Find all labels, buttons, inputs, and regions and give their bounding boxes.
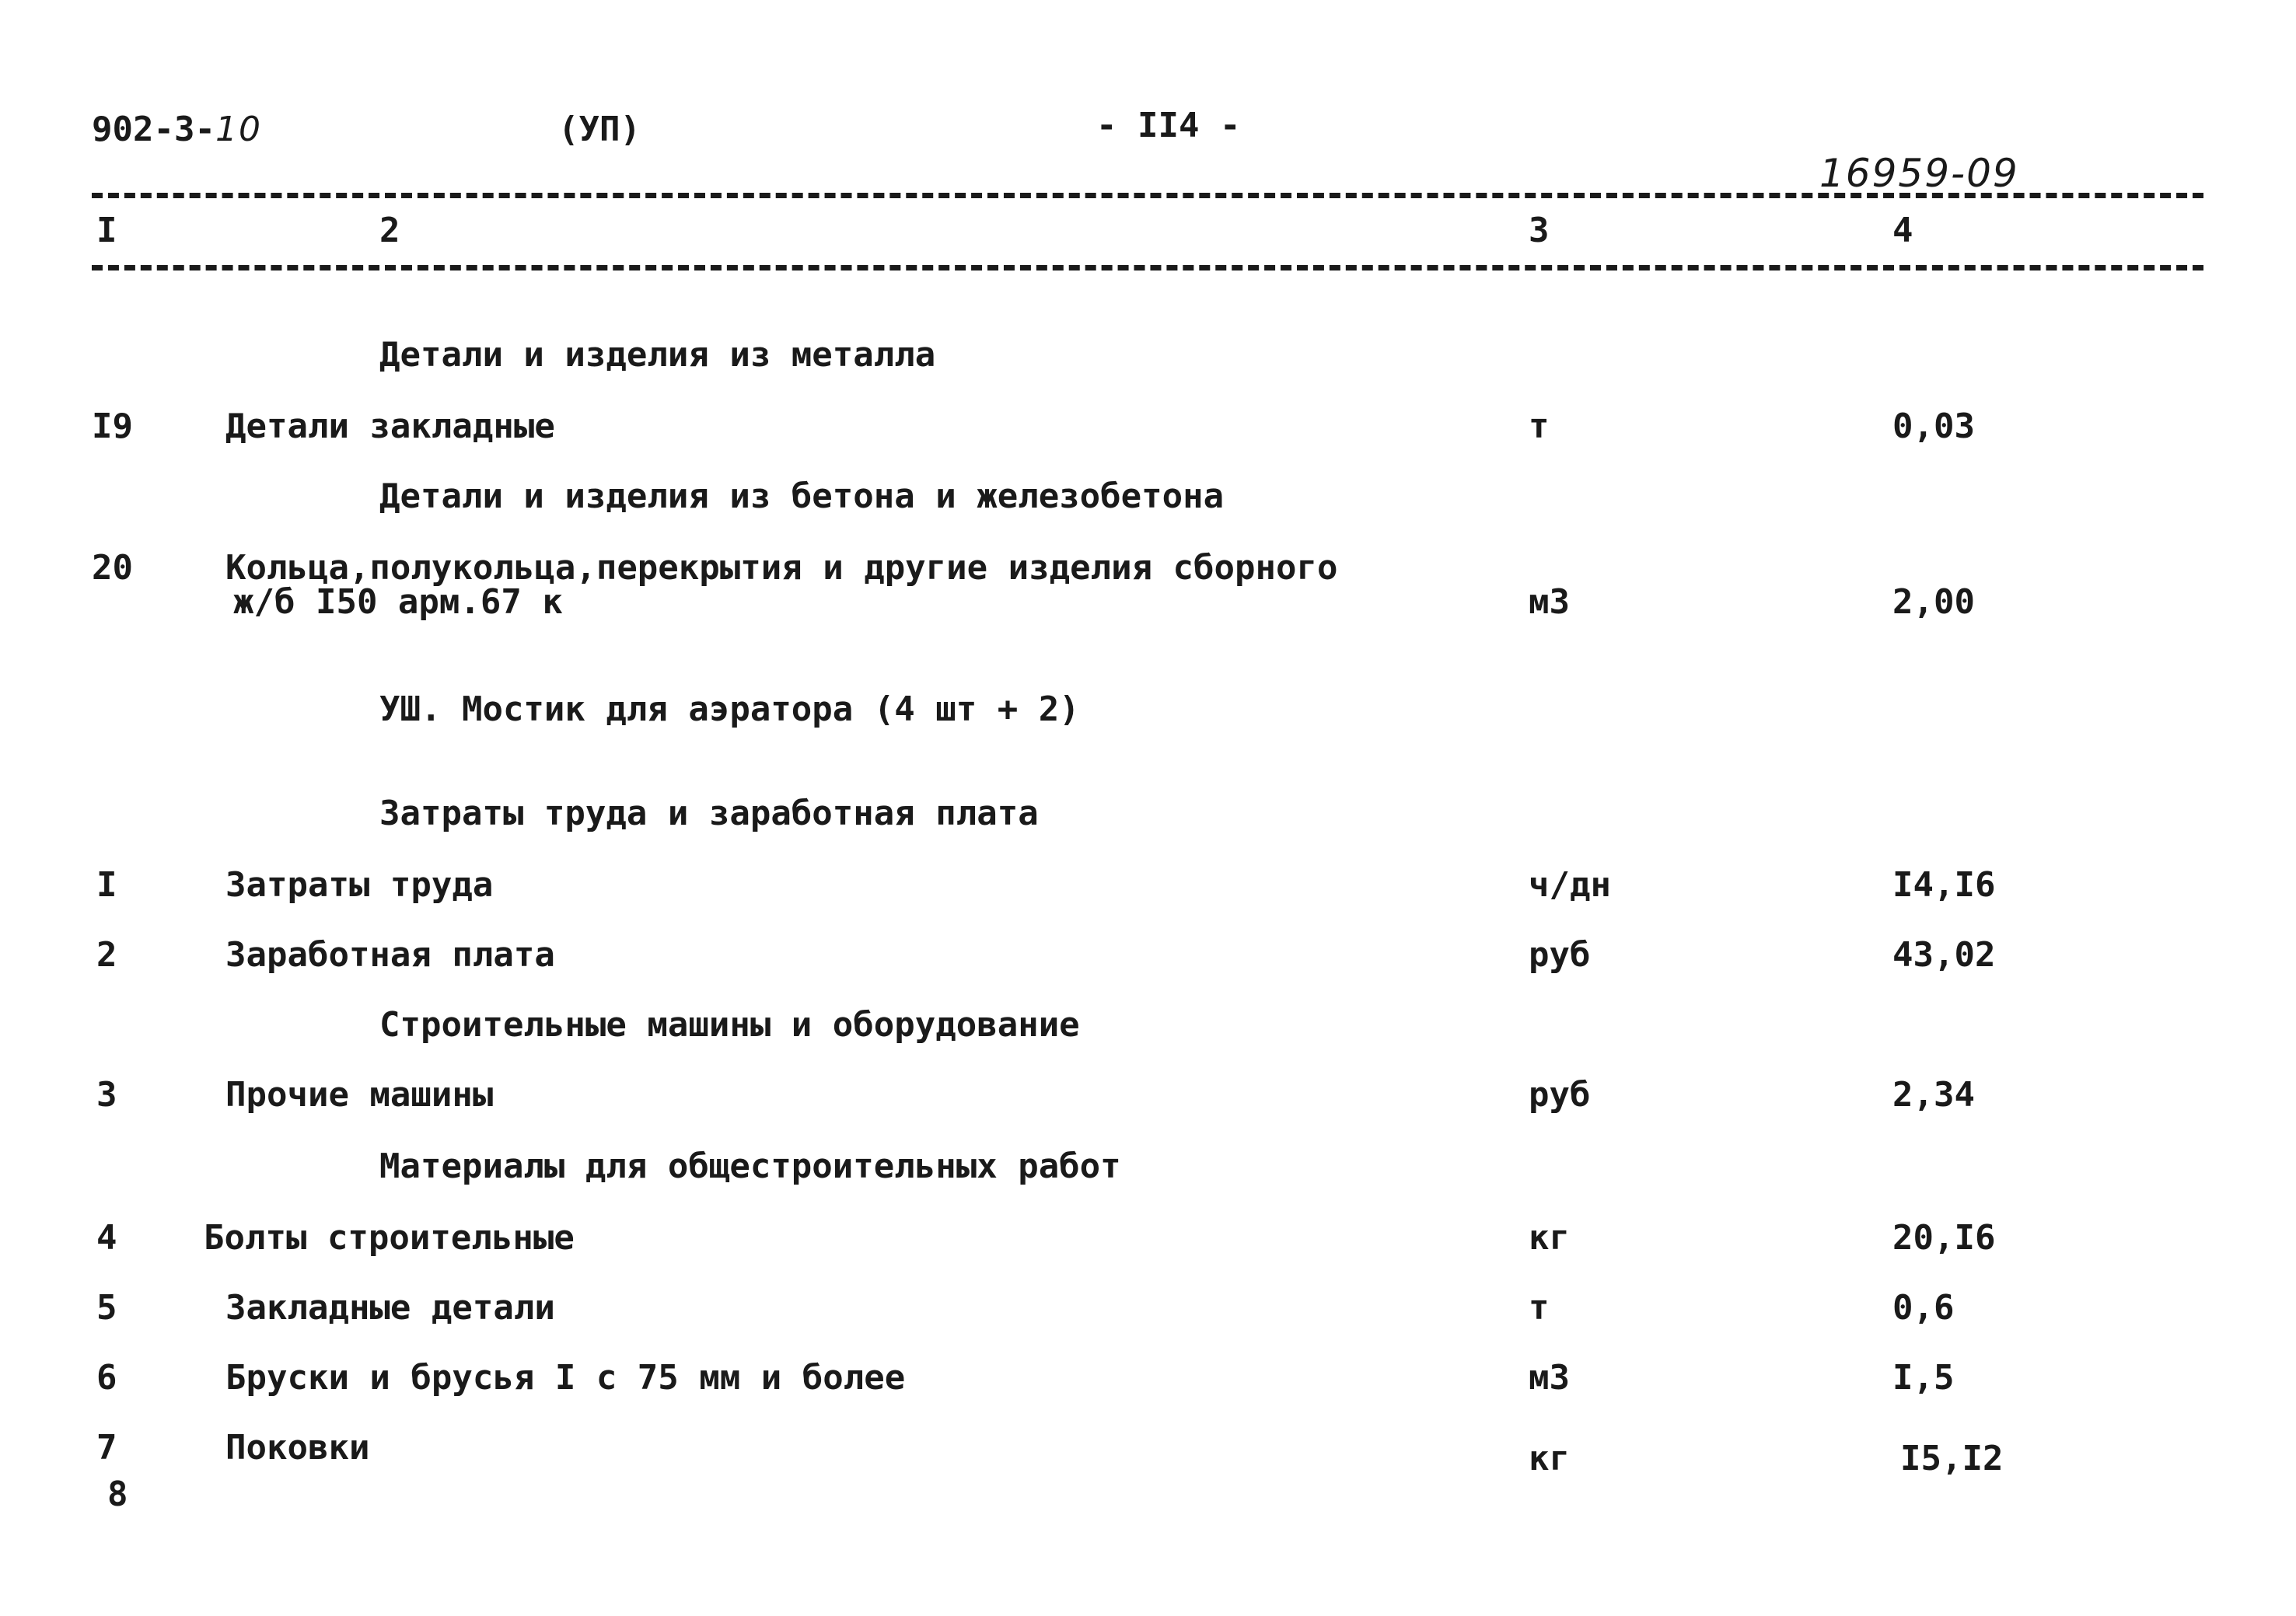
archive-number: 16959-09	[1819, 151, 2019, 196]
row-number: I9	[92, 407, 133, 446]
row-name: Закладные детали	[225, 1288, 555, 1328]
row-number: 5	[96, 1288, 117, 1328]
row-unit: т	[1529, 1288, 1550, 1328]
row-value: I4,I6	[1892, 865, 1996, 905]
row-name: Заработная плата	[225, 935, 555, 975]
section-code: (УП)	[558, 110, 641, 149]
row-value: 2,34	[1892, 1075, 1975, 1115]
row-unit: кг	[1529, 1218, 1570, 1258]
row-unit: кг	[1529, 1439, 1570, 1478]
row-name-continued: ж/б I50 арм.67 к	[233, 582, 563, 622]
row-unit: м3	[1529, 582, 1570, 622]
row-number: 4	[96, 1218, 117, 1258]
row-name: Детали закладные	[225, 407, 555, 446]
column-header-1: I	[96, 211, 117, 250]
trailing-row-number: 8	[107, 1475, 128, 1514]
row-number: 20	[92, 548, 133, 588]
doc-code-prefix: 902-3-	[92, 110, 215, 149]
row-unit: ч/дн	[1529, 865, 1611, 905]
row-value: 0,6	[1892, 1288, 1955, 1328]
row-value: I,5	[1892, 1358, 1955, 1398]
row-number: 3	[96, 1075, 117, 1115]
row-name: Кольца,полукольца,перекрытия и другие изделия сборного	[225, 548, 1338, 588]
row-unit: руб	[1529, 935, 1591, 975]
row-number: 6	[96, 1358, 117, 1398]
section-heading: Детали и изделия из бетона и железобетона	[379, 476, 1225, 516]
row-unit: руб	[1529, 1075, 1591, 1115]
row-unit: м3	[1529, 1358, 1570, 1398]
row-value: 43,02	[1892, 935, 1996, 975]
header-rule-top	[92, 193, 2203, 198]
column-header-4: 4	[1892, 211, 1913, 250]
doc-code-suffix: 10	[215, 110, 262, 149]
column-header-2: 2	[379, 211, 400, 250]
row-name: Прочие машины	[225, 1075, 494, 1115]
section-heading: Детали и изделия из металла	[379, 335, 936, 375]
row-value: 20,I6	[1892, 1218, 1996, 1258]
section-heading: Затраты труда и заработная плата	[379, 794, 1039, 833]
section-heading: Строительные машины и оборудование	[379, 1005, 1080, 1045]
row-number: 7	[96, 1428, 117, 1468]
row-unit: т	[1529, 407, 1550, 446]
page-number: - II4 -	[1096, 106, 1241, 145]
doc-code	[92, 110, 262, 149]
section-heading: УШ. Мостик для аэратора (4 шт + 2)	[379, 689, 1080, 729]
section-heading: Материалы для общестроительных работ	[379, 1147, 1121, 1186]
row-number: I	[96, 865, 117, 905]
row-name: Болты строительные	[204, 1218, 575, 1258]
row-name: Поковки	[225, 1428, 370, 1468]
row-number: 2	[96, 935, 117, 975]
row-value: 2,00	[1892, 582, 1975, 622]
column-header-3: 3	[1529, 211, 1550, 250]
row-name: Затраты труда	[225, 865, 494, 905]
row-value: I5,I2	[1900, 1439, 2004, 1478]
row-name: Бруски и брусья I с 75 мм и более	[225, 1358, 906, 1398]
row-value: 0,03	[1892, 407, 1975, 446]
header-rule-bottom	[92, 265, 2203, 270]
